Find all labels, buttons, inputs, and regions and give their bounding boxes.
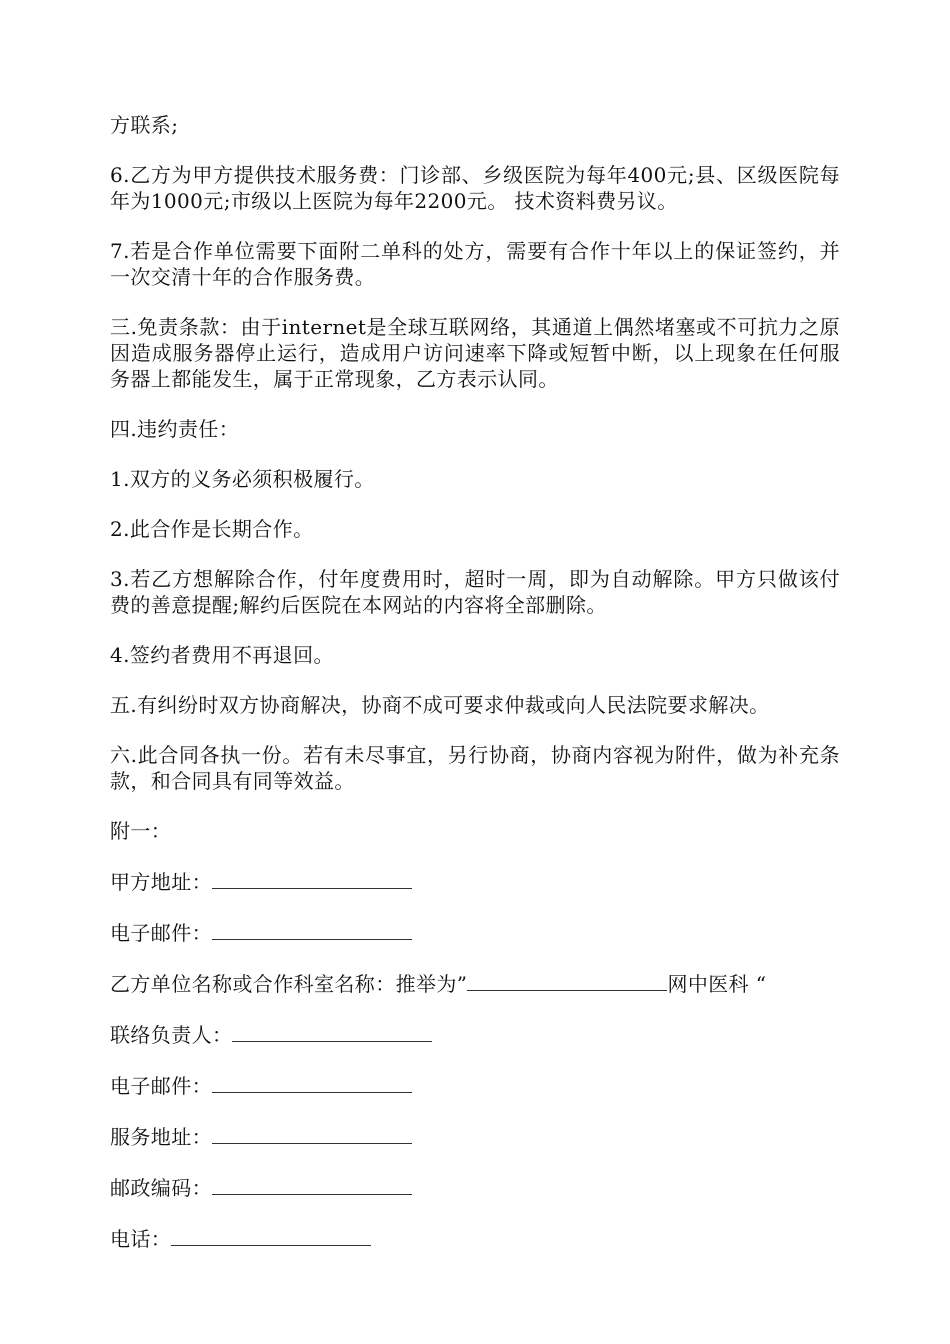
paragraph-copies: 六.此合同各执一份。若有未尽事宜，另行协商，协商内容视为附件，做为补充条款，和合同具有同等效益。 — [110, 743, 840, 793]
document-page — [110, 112, 840, 1276]
field-label: 电子邮件： — [110, 1074, 212, 1098]
field-label-suffix: 网中医科 “ — [667, 972, 767, 996]
blank-line[interactable] — [212, 1072, 412, 1093]
blank-line[interactable] — [212, 919, 412, 940]
paragraph-contact-continued: 方联系; — [110, 113, 179, 137]
field-label: 乙方单位名称或合作科室名称：推举为” — [110, 972, 468, 996]
field-label: 服务地址： — [110, 1125, 212, 1149]
blank-line[interactable] — [212, 1174, 412, 1195]
field-email-2 — [110, 1072, 840, 1099]
blank-line[interactable] — [212, 868, 412, 889]
field-phone — [110, 1225, 840, 1252]
field-label: 电话： — [110, 1227, 172, 1251]
blank-line[interactable] — [212, 1123, 412, 1144]
field-party-b-name — [110, 970, 840, 997]
paragraph-clause-7: 7.若是合作单位需要下面附二单科的处方，需要有合作十年以上的保证签约，并一次交清十年的合作服务费。 — [110, 239, 840, 289]
field-label: 联络负责人： — [110, 1023, 233, 1047]
paragraph-breach-4: 4.签约者费用不再退回。 — [110, 643, 334, 667]
paragraph-clause-6-fees: 6.乙方为甲方提供技术服务费：门诊部、乡级医院为每年400元;县、区级医院每年为1000元;市级以上医院为每年2200元。 技术资料费另议。 — [110, 163, 840, 213]
heading-appendix-1: 附一： — [110, 819, 172, 843]
paragraph-disclaimer: 三.免责条款：由于internet是全球互联网络，其通道上偶然堵塞或不可抗力之原因造成服务器停止运行，造成用户访问速率下降或短暂中断，以上现象在任何服务器上都能发生，属于正常现象，乙方表示认同。 — [110, 315, 840, 391]
paragraph-breach-1: 1.双方的义务必须积极履行。 — [110, 467, 375, 491]
field-contact-person — [110, 1021, 840, 1048]
field-postal-code — [110, 1174, 840, 1201]
blank-line[interactable] — [467, 970, 667, 991]
paragraph-dispute: 五.有纠纷时双方协商解决，协商不成可要求仲裁或向人民法院要求解决。 — [110, 693, 770, 717]
paragraph-breach-3: 3.若乙方想解除合作，付年度费用时，超时一周，即为自动解除。甲方只做该付费的善意提醒;解约后医院在本网站的内容将全部删除。 — [110, 567, 840, 617]
field-party-a-address — [110, 868, 840, 895]
field-email-1 — [110, 919, 840, 946]
field-service-address — [110, 1123, 840, 1150]
field-label: 甲方地址： — [110, 870, 212, 894]
blank-line[interactable] — [232, 1021, 432, 1042]
field-label: 邮政编码： — [110, 1176, 212, 1200]
paragraph-breach-2: 2.此合作是长期合作。 — [110, 517, 314, 541]
heading-breach-liability: 四.违约责任： — [110, 417, 240, 441]
field-label: 电子邮件： — [110, 921, 212, 945]
blank-line[interactable] — [171, 1225, 371, 1246]
